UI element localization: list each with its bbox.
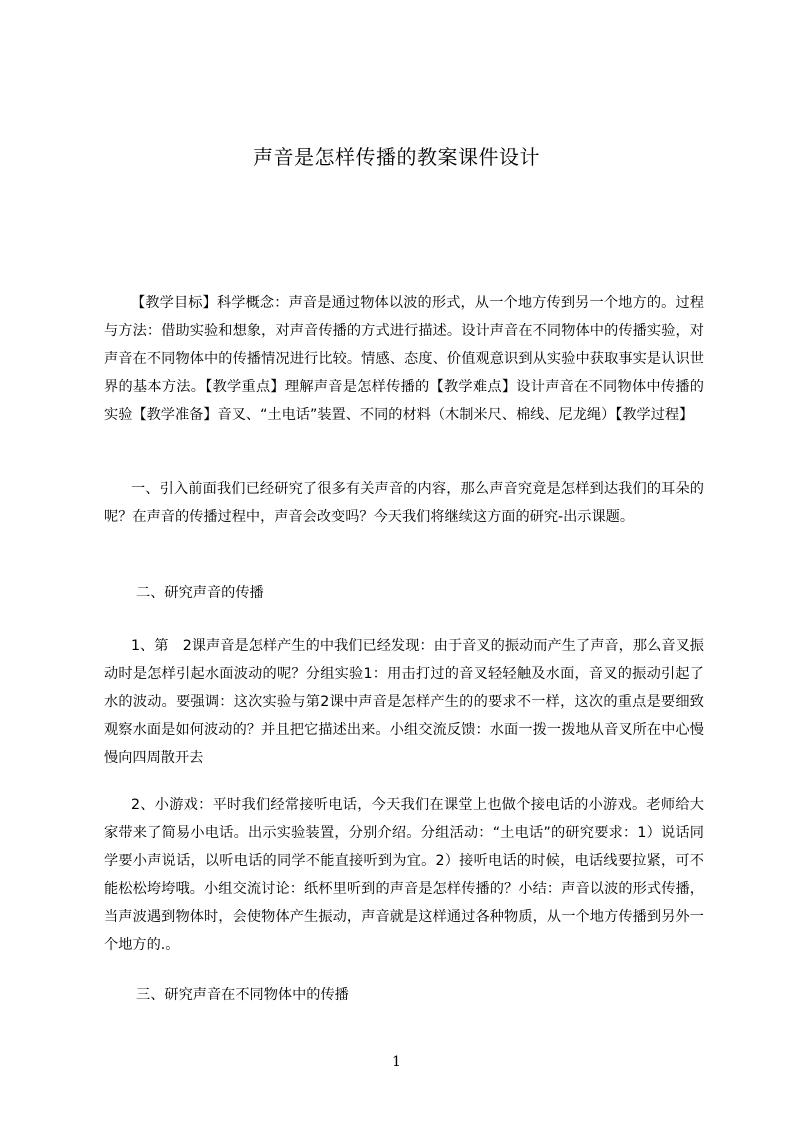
section-one-paragraph: 一、引入前面我们已经研究了很多有关声音的内容，那么声音究竟是怎样到达我们的耳朵的呢？在声音的传播过程中，声音会改变吗？今天我们将继续这方面的研究-出示课题。	[104, 481, 704, 525]
intro-paragraph: 【教学目标】科学概念：声音是通过物体以波的形式，从一个地方传到另一个地方的。过程与方法：借助实验和想象，对声音传播的方式进行描述。设计声音在不同物体中的传播实验，对声音在不同物体中的传播情况进行比较。情感、态度、价值观意识到从实验中获取事实是认识世界的基本方法。【教学重点】理解声音是怎样传播的【教学难点】设计声音在不同物体中传播的实验【教学准备】音叉、“土电话”装置、不同的材料（木制米尺、棉线、尼龙绳）【教学过程】	[104, 295, 704, 423]
section-three-heading: 三、研究声音在不同物体中的传播	[136, 987, 349, 1003]
section-two-item-2: 2、小游戏：平时我们经常接听电话，今天我们在课堂上也做个接电话的小游戏。老师给大家带来了简易小电话。出示实验装置，分别介绍。分组活动：“土电话”的研究要求：1）说话同学要小声说话，以听电话的同学不能直接听到为宜。2）接听电话的时候，电话线要拉紧，可不能松松垮垮哦。小组交流讨论：纸杯里听到的声音是怎样传播的？小结：声音以波的形式传播，当声波遇到物体时，会使物体产生振动，声音就是这样通过各种物质，从一个地方传播到另外一个地方的.。	[104, 797, 704, 953]
section-two-heading: 二、研究声音的传播	[136, 585, 264, 601]
document-title: 声音是怎样传播的教案课件设计	[253, 145, 540, 169]
page-number: 1	[392, 1054, 401, 1070]
section-two-item-1: 1、第 2课声音是怎样产生的中我们已经发现：由于音叉的振动而产生了声音，那么音叉振动时是怎样引起水面波动的呢？分组实验1：用击打过的音叉轻轻触及水面，音叉的振动引起了水的波动。要强调：这次实验与第2课中声音是怎样产生的的要求不一样，这次的重点是要细致观察水面是如何波动的？并且把它描述出来。小组交流反馈：水面一拨一拨地从音叉所在中心慢慢向四周散开去	[104, 638, 704, 766]
